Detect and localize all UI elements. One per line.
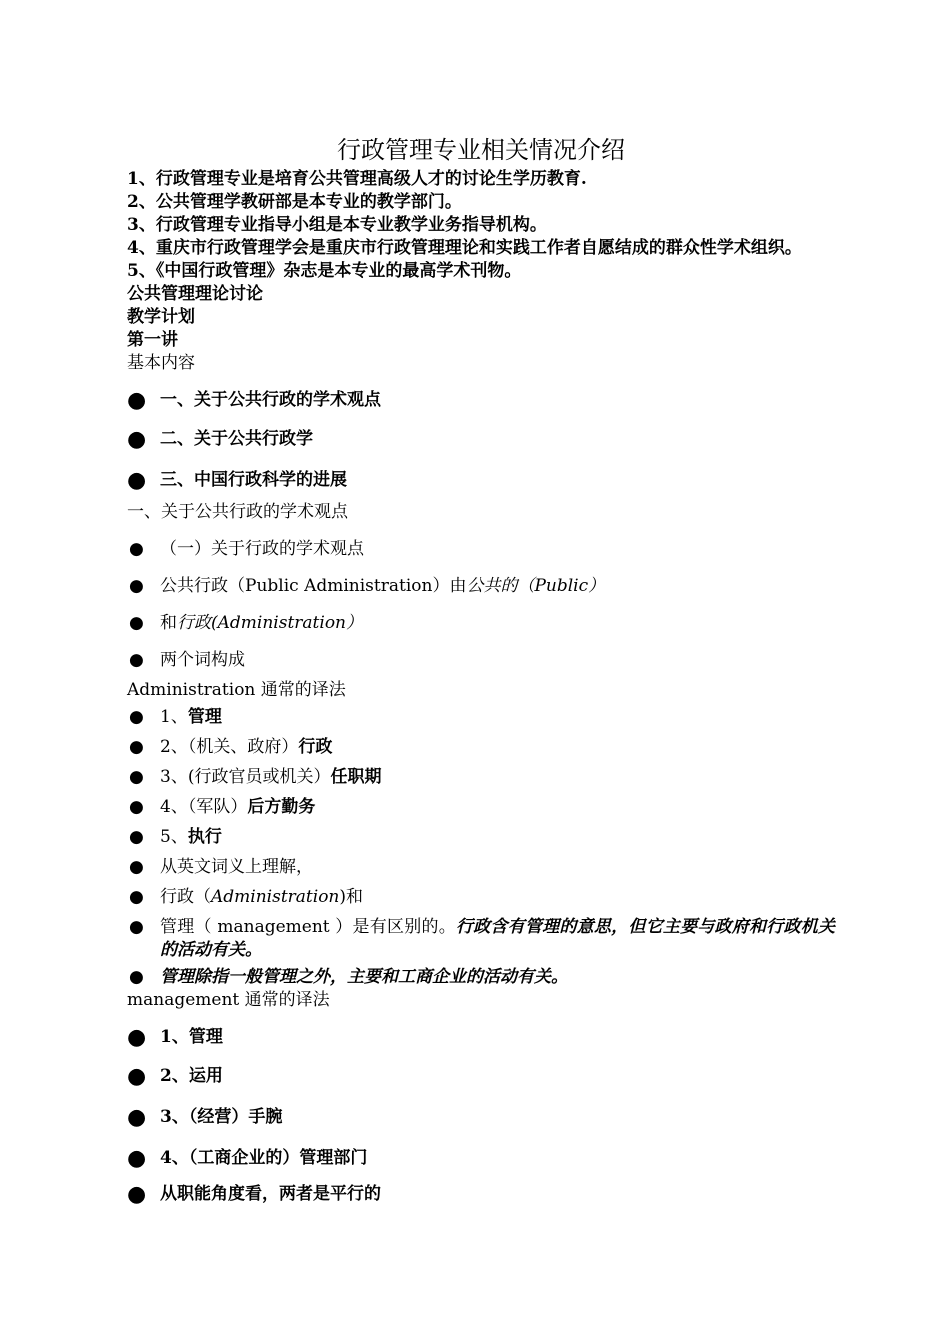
list-item-text: 2、（机关、政府）行政: [160, 736, 333, 757]
list-item-text: （一）关于行政的学术观点: [160, 538, 364, 559]
list-item-text: 和行政(Administration）: [160, 613, 364, 633]
document-page: [127, 132, 835, 1209]
list-item-text: 行政（Administration)和: [160, 886, 364, 907]
list-item: [127, 1056, 835, 1097]
course-name: 公共管理理论讨论: [127, 284, 263, 304]
list-item: [127, 568, 835, 605]
bullet-icon: ●: [127, 1063, 147, 1089]
list-item: [127, 762, 835, 792]
page-title: 行政管理专业相关情况介绍: [337, 136, 625, 164]
list-item: [127, 702, 835, 732]
section-heading: 一、关于公共行政的学术观点: [127, 502, 348, 522]
bullet-icon: ●: [127, 1180, 147, 1207]
bullet-icon: ●: [129, 856, 144, 877]
bullet-icon: ●: [129, 576, 144, 596]
list-item-text: 4、（工商企业的）管理部门: [160, 1148, 368, 1168]
list-item-text: 从职能角度看，两者是平行的: [160, 1183, 381, 1204]
list-item-text: 二、关于公共行政学: [160, 429, 313, 449]
list-item: [127, 642, 835, 679]
list-item-text: 两个词构成: [160, 650, 245, 670]
section-heading: management 通常的译法: [127, 990, 330, 1010]
lecture-label: 第一讲: [127, 330, 178, 350]
list-item: [127, 852, 835, 882]
section-heading: Administration 通常的译法: [127, 680, 346, 700]
list-item: [127, 530, 835, 568]
list-item-text: 从英文词义上理解，: [160, 856, 313, 877]
list-item: [127, 822, 835, 852]
bullet-icon: ●: [127, 1104, 147, 1130]
list-item: [127, 1138, 835, 1179]
bullet-icon: ●: [129, 613, 144, 633]
list-item-text: 一、关于公共行政的学术观点: [160, 389, 381, 410]
bullet-icon: ●: [129, 886, 144, 907]
list-item-text: 公共行政（Public Administration）由公共的（Public）: [160, 576, 606, 596]
list-item-text: 3、（经营）手腕: [160, 1107, 283, 1127]
bullet-icon: ●: [129, 736, 144, 757]
list-item: [127, 605, 835, 642]
bullet-icon: ●: [127, 1023, 147, 1050]
list-item-text: 2、运用: [160, 1066, 223, 1086]
bullet-icon: ●: [129, 967, 144, 987]
bullet-icon: ●: [129, 650, 144, 670]
list-item-text: 管理除指一般管理之外，主要和工商企业的活动有关。: [160, 967, 568, 987]
list-item: [127, 966, 835, 989]
list-item: [127, 419, 835, 460]
list-item-text: 三、中国行政科学的进展: [160, 470, 347, 490]
list-item: [127, 381, 835, 419]
bullet-icon: ●: [129, 706, 144, 727]
list-item-text: 3、(行政官员或机关）任职期: [160, 766, 382, 787]
list-item: [127, 916, 835, 962]
bullet-icon: ●: [127, 1145, 147, 1171]
list-item: [127, 1097, 835, 1138]
bullet-icon: ●: [127, 386, 147, 413]
intro-item-3: 3、行政管理专业指导小组是本专业教学业务指导机构。: [127, 215, 547, 235]
bullet-icon: ●: [129, 826, 144, 847]
bullet-icon: ●: [129, 538, 144, 559]
basic-content-label: 基本内容: [127, 353, 195, 373]
list-item: [127, 1018, 835, 1056]
bullet-icon: ●: [129, 917, 144, 937]
bullet-icon: ●: [127, 467, 147, 493]
list-item-text: 4、（军队）后方勤务: [160, 796, 316, 817]
list-item: [127, 882, 835, 912]
list-item: [127, 1179, 835, 1209]
bullet-icon: ●: [127, 426, 147, 452]
intro-item-1: 1、行政管理专业是培育公共管理高级人才的讨论生学历教育.: [127, 169, 587, 189]
intro-item-2: 2、公共管理学教研部是本专业的教学部门。: [127, 192, 462, 212]
list-item: [127, 732, 835, 762]
intro-item-5: 5、《中国行政管理》杂志是本专业的最高学术刊物。: [127, 261, 522, 281]
plan-label: 教学计划: [127, 307, 195, 327]
list-item: [127, 792, 835, 822]
bullet-icon: ●: [129, 766, 144, 787]
intro-item-4: 4、重庆市行政管理学会是重庆市行政管理理论和实践工作者自愿结成的群众性学术组织。: [127, 238, 802, 258]
list-item: [127, 460, 835, 501]
bullet-icon: ●: [129, 796, 144, 817]
list-item-text: 5、执行: [160, 826, 222, 847]
list-item-text: 1、管理: [160, 706, 222, 727]
list-item-text: 1、管理: [160, 1026, 223, 1047]
list-item-text: 管理（ management ）是有区别的。行政含有管理的意思，但它主要与政府和行政机关的活动有关。: [160, 917, 835, 960]
